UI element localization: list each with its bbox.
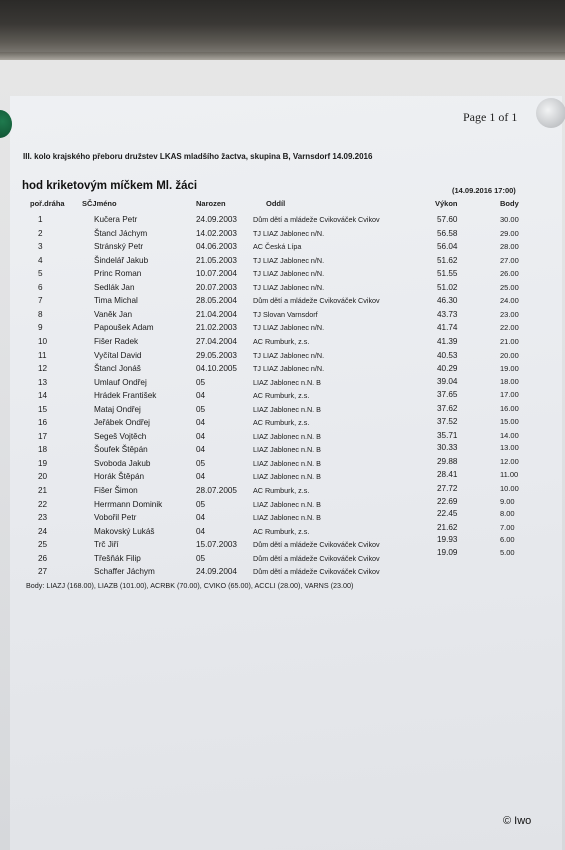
club-cell: LIAZ Jablonec n.N. B xyxy=(253,377,321,387)
born-cell: 27.04.2004 xyxy=(196,336,237,346)
table-row xyxy=(0,535,565,553)
performance-cell: 43.73 xyxy=(437,309,458,319)
rank-cell: 10 xyxy=(38,336,48,346)
rank-cell: 13 xyxy=(38,377,48,387)
table-row xyxy=(0,418,565,431)
name-cell: Fišer Radek xyxy=(94,336,139,346)
name-cell: Princ Roman xyxy=(94,269,142,279)
table-row xyxy=(0,283,565,296)
performance-cell: 40.29 xyxy=(437,364,458,374)
performance-cell: 19.09 xyxy=(437,547,458,557)
performance-cell: 27.72 xyxy=(437,484,458,493)
rank-cell: 24 xyxy=(38,526,48,536)
name-cell: Herrmann Dominik xyxy=(94,499,163,509)
event-time: (14.09.2016 17:00) xyxy=(452,186,516,195)
column-header-name: SČJméno xyxy=(82,199,117,208)
performance-cell: 39.04 xyxy=(437,376,458,386)
born-cell: 04.06.2003 xyxy=(196,242,237,252)
column-header-performance: Výkon xyxy=(435,199,458,208)
rank-cell: 22 xyxy=(38,499,48,509)
born-cell: 14.02.2003 xyxy=(196,228,237,238)
name-cell: Segeš Vojtěch xyxy=(94,431,147,441)
table-row xyxy=(0,364,565,377)
performance-cell: 37.62 xyxy=(437,403,458,413)
name-cell: Horák Štěpán xyxy=(94,472,145,482)
points-cell: 30.00 xyxy=(500,215,519,224)
table-row xyxy=(0,391,565,404)
born-cell: 05 xyxy=(196,377,206,387)
rank-cell: 11 xyxy=(38,350,47,360)
born-cell: 04 xyxy=(196,431,206,441)
performance-cell: 19.93 xyxy=(437,535,458,545)
club-cell: TJ LIAZ Jablonec n/N. xyxy=(253,350,325,360)
born-cell: 04 xyxy=(196,418,206,428)
points-cell: 7.00 xyxy=(500,522,515,532)
club-cell: TJ LIAZ Jablonec n/N. xyxy=(253,282,325,292)
table-row xyxy=(0,296,565,309)
born-cell: 04 xyxy=(196,472,206,482)
club-cell: AC Česká Lípa xyxy=(253,242,302,252)
performance-cell: 56.58 xyxy=(437,228,458,238)
table-row xyxy=(0,256,565,269)
club-cell: AC Rumburk, z.s. xyxy=(253,486,310,495)
club-cell: TJ LIAZ Jablonec n/N. xyxy=(253,255,325,265)
table-row xyxy=(0,432,565,445)
name-cell: Tima Michal xyxy=(94,296,138,306)
club-cell: Dům dětí a mládeže Cvikováček Cvikov xyxy=(253,215,380,224)
performance-cell: 51.62 xyxy=(437,255,458,265)
window-frame xyxy=(0,0,565,60)
born-cell: 28.07.2005 xyxy=(196,486,237,495)
name-cell: Mataj Ondřej xyxy=(94,404,141,414)
club-cell: Dům dětí a mládeže Cvikováček Cvikov xyxy=(253,540,380,550)
rank-cell: 18 xyxy=(38,445,48,455)
club-cell: LIAZ Jablonec n.N. B xyxy=(253,431,321,441)
born-cell: 24.09.2003 xyxy=(196,215,237,224)
name-cell: Štancl Jonáš xyxy=(94,364,141,374)
points-cell: 23.00 xyxy=(500,309,519,319)
performance-cell: 40.53 xyxy=(437,350,458,360)
points-cell: 24.00 xyxy=(500,296,519,306)
born-cell: 28.05.2004 xyxy=(196,296,237,306)
performance-cell: 41.39 xyxy=(437,336,458,346)
performance-cell: 30.33 xyxy=(437,443,458,453)
rank-cell: 25 xyxy=(38,540,48,550)
name-cell: Šindelář Jakub xyxy=(94,255,149,265)
born-cell: 04 xyxy=(196,513,206,523)
club-cell: LIAZ Jablonec n.N. B xyxy=(253,513,321,523)
performance-cell: 21.62 xyxy=(437,522,458,532)
born-cell: 29.05.2003 xyxy=(196,350,237,360)
table-row xyxy=(0,445,565,458)
name-cell: Vaněk Jan xyxy=(94,309,133,319)
rank-cell: 15 xyxy=(38,404,48,414)
table-row xyxy=(0,378,565,391)
column-header-points: Body xyxy=(500,199,519,208)
club-cell: LIAZ Jablonec n.N. B xyxy=(253,472,321,482)
name-cell: Šoufek Štěpán xyxy=(94,445,148,455)
points-cell: 11.00 xyxy=(500,470,519,480)
column-header-rank: poř.dráha xyxy=(30,199,65,208)
performance-cell: 51.55 xyxy=(437,269,458,279)
rank-cell: 27 xyxy=(38,567,48,577)
points-cell: 29.00 xyxy=(500,228,519,238)
column-header-born: Narozen xyxy=(196,199,226,208)
rank-cell: 6 xyxy=(38,282,43,292)
name-cell: Štancl Jáchym xyxy=(94,228,148,238)
table-row xyxy=(0,405,565,418)
rank-cell: 23 xyxy=(38,513,48,523)
team-points-summary: Body: LIAZJ (168.00), LIAZB (101.00), ACRBK (70.00), CVIKO (65.00), ACCLI (28.00), VARNS (23.00) xyxy=(26,581,354,590)
performance-cell: 37.65 xyxy=(437,390,458,400)
table-row xyxy=(0,509,565,526)
club-cell: TJ LIAZ Jablonec n/N. xyxy=(253,228,325,238)
rank-cell: 2 xyxy=(38,228,43,238)
table-row xyxy=(0,242,565,255)
performance-cell: 29.88 xyxy=(437,456,458,466)
points-cell: 21.00 xyxy=(500,336,519,346)
club-cell: TJ Slovan Varnsdorf xyxy=(253,309,318,319)
points-cell: 8.00 xyxy=(500,509,515,519)
points-cell: 13.00 xyxy=(500,443,519,453)
event-title: hod kriketovým míčkem Ml. žáci xyxy=(22,180,198,192)
club-cell: Dům dětí a mládeže Cvikováček Cvikov xyxy=(253,567,380,577)
table-row xyxy=(0,456,565,472)
table-row xyxy=(0,496,565,513)
performance-cell: 35.71 xyxy=(437,430,458,440)
points-cell: 12.00 xyxy=(500,456,519,466)
name-cell: Fišer Šimon xyxy=(94,486,138,495)
competition-header: III. kolo krajského přeboru družstev LKAS mladšího žactva, skupina B, Varnsdorf 14.09.2016 xyxy=(23,152,373,161)
club-cell: LIAZ Jablonec n.N. B xyxy=(253,404,321,414)
points-cell: 27.00 xyxy=(500,255,519,265)
club-cell: Dům dětí a mládeže Cvikováček Cvikov xyxy=(253,553,380,563)
name-cell: Svoboda Jakub xyxy=(94,458,151,468)
points-cell: 14.00 xyxy=(500,430,519,440)
name-cell: Sedlák Jan xyxy=(94,282,135,292)
name-cell: Umlauf Ondřej xyxy=(94,377,147,387)
born-cell: 05 xyxy=(196,553,206,563)
rank-cell: 3 xyxy=(38,242,43,252)
name-cell: Papoušek Adam xyxy=(94,323,154,333)
name-cell: Trč Jiří xyxy=(94,540,119,550)
table-row xyxy=(0,310,565,323)
table-row xyxy=(0,229,565,242)
born-cell: 04 xyxy=(196,391,206,401)
table-row xyxy=(0,351,565,364)
table-row xyxy=(0,323,565,336)
club-cell: TJ LIAZ Jablonec n/N. xyxy=(253,364,325,374)
name-cell: Stránský Petr xyxy=(94,242,144,252)
points-cell: 18.00 xyxy=(500,376,519,386)
club-cell: LIAZ Jablonec n.N. B xyxy=(253,445,321,455)
club-cell: AC Rumburk, z.s. xyxy=(253,336,310,346)
rank-cell: 8 xyxy=(38,309,43,319)
rank-cell: 7 xyxy=(38,296,43,306)
club-cell: AC Rumburk, z.s. xyxy=(253,526,310,536)
performance-cell: 22.69 xyxy=(437,496,458,506)
points-cell: 5.00 xyxy=(500,547,515,557)
table-row xyxy=(0,472,565,485)
born-cell: 20.07.2003 xyxy=(196,282,237,292)
table-row xyxy=(0,486,565,499)
born-cell: 05 xyxy=(196,458,206,468)
club-cell: AC Rumburk, z.s. xyxy=(253,418,310,428)
name-cell: Kučera Petr xyxy=(94,215,138,224)
name-cell: Jeřábek Ondřej xyxy=(94,418,150,428)
born-cell: 04 xyxy=(196,526,206,536)
table-row xyxy=(0,547,565,567)
performance-cell: 56.04 xyxy=(437,242,458,252)
born-cell: 05 xyxy=(196,499,206,509)
name-cell: Schaffer Jáchym xyxy=(94,567,155,577)
club-cell: TJ LIAZ Jablonec n/N. xyxy=(253,269,325,279)
points-cell: 9.00 xyxy=(500,496,515,506)
name-cell: Vyčítal David xyxy=(94,350,142,360)
performance-cell: 22.45 xyxy=(437,509,458,519)
rank-cell: 17 xyxy=(38,431,48,441)
performance-cell: 41.74 xyxy=(437,323,458,333)
points-cell: 19.00 xyxy=(500,364,519,374)
name-cell: Třešňák Filip xyxy=(94,553,141,563)
points-cell: 22.00 xyxy=(500,323,519,333)
rank-cell: 1 xyxy=(38,215,43,224)
performance-cell: 46.30 xyxy=(437,296,458,306)
rank-cell: 20 xyxy=(38,472,48,482)
points-cell: 16.00 xyxy=(500,403,519,413)
rank-cell: 5 xyxy=(38,269,43,279)
performance-cell: 57.60 xyxy=(437,215,458,224)
white-pin-icon xyxy=(536,98,565,128)
rank-cell: 12 xyxy=(38,364,48,374)
born-cell: 05 xyxy=(196,404,206,414)
rank-cell: 19 xyxy=(38,458,48,468)
table-row xyxy=(0,269,565,282)
column-header-club: Oddíl xyxy=(266,199,286,208)
table-row xyxy=(0,522,565,540)
born-cell: 10.07.2004 xyxy=(196,269,237,279)
rank-cell: 21 xyxy=(38,486,48,495)
points-cell: 6.00 xyxy=(500,535,515,545)
club-cell: TJ LIAZ Jablonec n/N. xyxy=(253,323,325,333)
rank-cell: 14 xyxy=(38,391,48,401)
born-cell: 24.09.2004 xyxy=(196,567,237,577)
performance-cell: 51.02 xyxy=(437,282,458,292)
rank-cell: 16 xyxy=(38,418,48,428)
name-cell: Hrádek František xyxy=(94,391,157,401)
table-row xyxy=(0,567,565,580)
born-cell: 21.05.2003 xyxy=(196,255,237,265)
name-cell: Vobořil Petr xyxy=(94,513,137,523)
points-cell: 17.00 xyxy=(500,390,519,400)
page-number: Page 1 of 1 xyxy=(463,110,518,124)
born-cell: 15.07.2003 xyxy=(196,540,237,550)
name-cell: Makovský Lukáš xyxy=(94,526,155,536)
club-cell: AC Rumburk, z.s. xyxy=(253,391,310,401)
points-cell: 20.00 xyxy=(500,350,519,360)
born-cell: 21.02.2003 xyxy=(196,323,237,333)
born-cell: 21.04.2004 xyxy=(196,309,237,319)
points-cell: 25.00 xyxy=(500,282,519,292)
rank-cell: 9 xyxy=(38,323,43,333)
table-row xyxy=(0,215,565,228)
club-cell: LIAZ Jablonec n.N. B xyxy=(253,499,321,509)
points-cell: 15.00 xyxy=(500,417,519,427)
club-cell: LIAZ Jablonec n.N. B xyxy=(253,458,321,468)
born-cell: 04.10.2005 xyxy=(196,364,237,374)
rank-cell: 4 xyxy=(38,255,43,265)
photo-credit: © Iwo xyxy=(503,815,532,827)
born-cell: 04 xyxy=(196,445,206,455)
rank-cell: 26 xyxy=(38,553,48,563)
performance-cell: 28.41 xyxy=(437,470,458,480)
points-cell: 10.00 xyxy=(500,484,519,493)
points-cell: 28.00 xyxy=(500,242,519,252)
performance-cell: 37.52 xyxy=(437,417,458,427)
table-row xyxy=(0,337,565,350)
club-cell: Dům dětí a mládeže Cvikováček Cvikov xyxy=(253,296,380,306)
points-cell: 26.00 xyxy=(500,269,519,279)
